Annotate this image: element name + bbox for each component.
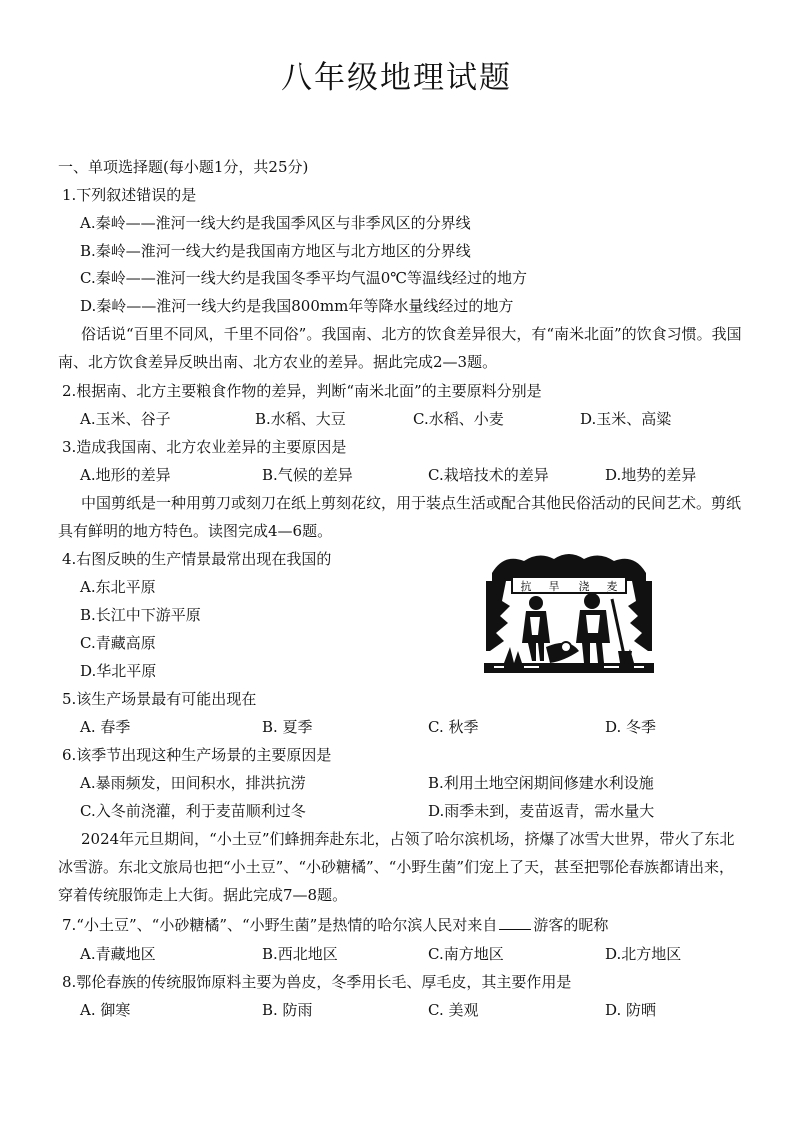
banner-char-2: 旱 — [548, 580, 560, 593]
question-4-option-c: C.青藏高原 — [80, 634, 156, 652]
question-7-option-c: C.南方地区 — [428, 945, 504, 963]
question-8-option-a: A. 御寒 — [80, 1001, 131, 1019]
question-3-option-b: B.气候的差异 — [262, 466, 353, 484]
passage-3: 2024年元旦期间，“小土豆”们蜂拥奔赴东北，占领了哈尔滨机场，挤爆了冰雪大世界，带火了东北冰雪游。东北文旅局也把“小土豆”、“小砂糖橘”、“小野生菌”们宠上了天，甚至把鄂伦春族都请出来，穿着传统服饰走上大街。据此完成7—8题。 — [58, 830, 735, 904]
question-6-option-a: A.暴雨频发，田间积水，排洪抗涝 — [80, 774, 306, 792]
question-7-stem — [62, 915, 608, 935]
question-5-stem: 5.该生产场景最有可能出现在 — [62, 690, 257, 708]
question-7-stem-before: 7.“小土豆”、“小砂糖橘”、“小野生菌”是热情的哈尔滨人民对来自 — [62, 916, 498, 934]
question-4-option-a: A.东北平原 — [80, 578, 156, 596]
question-8-option-c: C. 美观 — [428, 1001, 479, 1019]
papercut-farming-image — [484, 551, 654, 673]
question-8-stem: 8.鄂伦春族的传统服饰原料主要为兽皮，冬季用长毛、厚毛皮，其主要作用是 — [62, 973, 572, 991]
question-6-option-c: C.入冬前浇灌，利于麦苗顺利过冬 — [80, 802, 306, 820]
question-3-option-d: D.地势的差异 — [605, 466, 697, 484]
banner-char-1: 抗 — [520, 580, 532, 593]
question-2-option-b: B.水稻、大豆 — [255, 410, 346, 428]
question-3-option-a: A.地形的差异 — [80, 466, 171, 484]
banner-char-4: 麦 — [606, 580, 618, 593]
question-8-option-b: B. 防雨 — [262, 1001, 313, 1019]
page-title: 八年级地理试题 — [281, 60, 512, 96]
question-1-option-b: B.秦岭—淮河一线大约是我国南方地区与北方地区的分界线 — [80, 242, 471, 260]
question-1-option-c: C.秦岭——淮河一线大约是我国冬季平均气温0℃等温线经过的地方 — [80, 269, 528, 287]
question-6-stem: 6.该季节出现这种生产场景的主要原因是 — [62, 746, 332, 764]
question-7-option-a: A.青藏地区 — [80, 945, 156, 963]
question-4-option-d: D.华北平原 — [80, 662, 157, 680]
question-5-option-b: B. 夏季 — [262, 718, 313, 736]
question-6-option-b: B.利用土地空闲期间修建水利设施 — [428, 774, 654, 792]
question-2-option-a: A.玉米、谷子 — [80, 410, 171, 428]
question-6-option-d: D.雨季未到，麦苗返青，需水量大 — [428, 802, 655, 820]
section-heading: 一、单项选择题(每小题1分，共25分) — [58, 158, 309, 176]
question-7-option-b: B.西北地区 — [262, 945, 338, 963]
question-7-stem-after: 游客的昵称 — [533, 916, 609, 934]
question-2-stem: 2.根据南、北方主要粮食作物的差异，判断“南米北面”的主要原料分别是 — [62, 382, 542, 400]
banner-char-3: 浇 — [578, 580, 590, 593]
question-4-stem: 4.右图反映的生产情景最常出现在我国的 — [62, 550, 332, 568]
question-2-option-d: D.玉米、高粱 — [580, 410, 672, 428]
answer-blank — [499, 915, 531, 930]
question-5-option-c: C. 秋季 — [428, 718, 479, 736]
question-5-option-d: D. 冬季 — [605, 718, 657, 736]
question-1-stem: 1.下列叙述错误的是 — [62, 186, 197, 204]
question-3-stem: 3.造成我国南、北方农业差异的主要原因是 — [62, 438, 347, 456]
question-3-option-c: C.栽培技术的差异 — [428, 466, 549, 484]
question-8-option-d: D. 防晒 — [605, 1001, 657, 1019]
question-2-option-c: C.水稻、小麦 — [413, 410, 504, 428]
question-1-option-d: D.秦岭——淮河一线大约是我国800mm年等降水量线经过的地方 — [80, 297, 514, 315]
question-4-option-b: B.长江中下游平原 — [80, 606, 201, 624]
question-5-option-a: A. 春季 — [80, 718, 131, 736]
passage-2: 中国剪纸是一种用剪刀或刻刀在纸上剪刻花纹，用于装点生活或配合其他民俗活动的民间艺术。剪纸具有鲜明的地方特色。读图完成4—6题。 — [58, 494, 742, 540]
question-1-option-a: A.秦岭——淮河一线大约是我国季风区与非季风区的分界线 — [80, 214, 471, 232]
passage-1: 俗话说“百里不同风，千里不同俗”。我国南、北方的饮食差异很大，有“南米北面”的饮食习惯。我国南、北方饮食差异反映出南、北方农业的差异。据此完成2—3题。 — [58, 325, 742, 371]
question-7-option-d: D.北方地区 — [605, 945, 682, 963]
